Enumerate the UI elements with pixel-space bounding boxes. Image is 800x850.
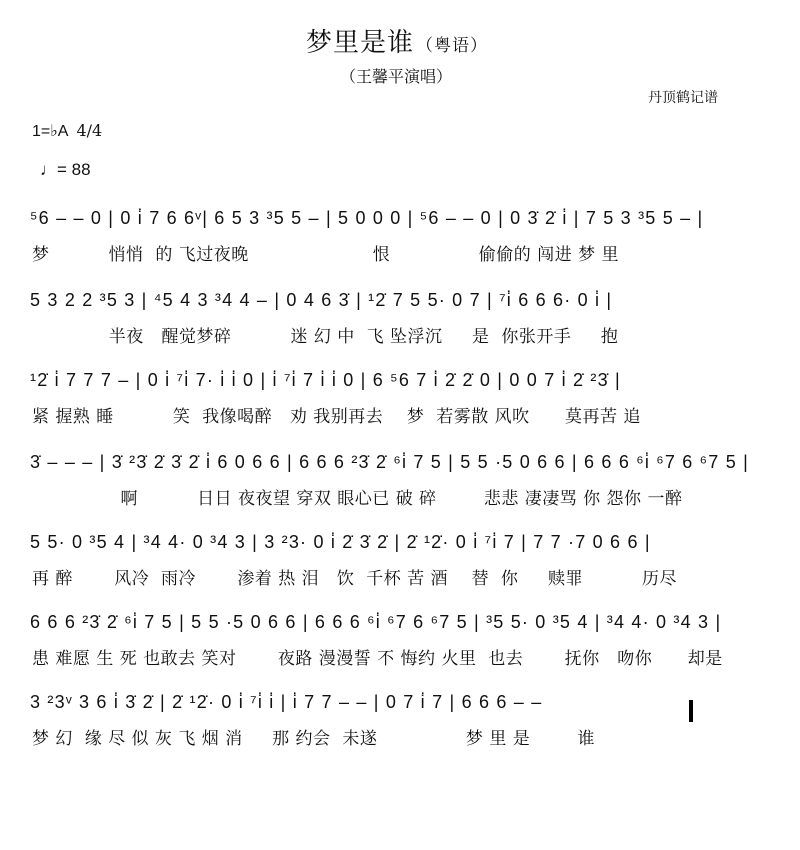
notation-line: ¹2̇ i̇ 7 7 7 – | 0 i̇ ⁷i̇ 7· i̇ i̇ 0 | i̇ ⁷i̇ 7 i̇ i̇ 0 | 6 ⁵6 7 i̇ 2̇ 2̇ 0 | 0 0 7 i̇ 2̇ ²3̇ | [30,370,621,390]
transcriber-credit: 丹顶鹤记谱 [648,90,718,106]
score-row-5 [30,532,730,602]
final-double-barline [689,700,693,722]
title-text: 梦里是谁 [306,28,415,58]
score-row-2 [30,290,730,360]
lyrics-line: 紧 握熟 睡 笑 我像喝醉 劝 我别再去 梦 若雾散 风吹 莫再苦 追 [32,407,641,427]
time-signature: 4/4 [76,121,103,140]
lyrics-line: 梦 幻 缘 尽 似 灰 飞 烟 消 那 约会 未遂 梦 里 是 谁 [32,729,595,749]
score-row-1 [30,208,730,278]
title-dialect: （粤语） [416,36,489,56]
notation-line: ⁵6 – – 0 | 0 i̇ 7 6 6ᵛ| 6 5 3 ³5 5 – | 5 0 0 0 | ⁵6 – – 0 | 0 3̇ 2̇ i̇ | 7 5 3 ³5 5 – | [30,208,704,228]
notation-line: 6 6 6 ²3̇ 2̇ ⁶i̇ 7 5 | 5 5 ·5 0 6 6 | 6 6 6 ⁶i̇ ⁶7 6 ⁶7 5 | ³5 5· 0 ³5 4 | ³4 4· 0 ³4 3 | [30,612,722,632]
key-value: 1=♭A [32,123,69,140]
tempo-marking: ♩= 88 [40,160,91,179]
notation-line: 5 3 2 2 ³5 3 | ⁴5 4 3 ³4 4 – | 0 4 6 3̇ | ¹2̇ 7 5 5· 0 7 | ⁷i̇ 6 6 6· 0 i̇ | [30,290,613,310]
lyrics-line: 患 难愿 生 死 也敢去 笑对 夜路 漫漫誓 不 悔约 火里 也去 抚你 吻你 却是 [32,649,723,669]
notation-line: 3̇ – – – | 3̇ ²3̇ 2̇ 3̇ 2̇ i̇ 6 0 6 6 | 6 6 6 ²3̇ 2̇ ⁶i̇ 7 5 | 5 5 ·5 0 6 6 | 6 6 6 ⁶i̇ ⁶7 6 ⁶7 5 | [30,452,749,472]
singer-credit: （王馨平演唱） [340,67,453,86]
lyrics-line: 啊 日日 夜夜望 穿双 眼心已 破 碎 悲悲 凄凄骂 你 怨你 一醉 [32,489,683,509]
key-signature [32,121,102,141]
song-title [306,22,488,59]
score-row-3 [30,370,730,440]
score-row-4 [30,452,749,522]
lyrics-line: 半夜 醒觉梦碎 迷 幻 中 飞 坠浮沉 是 你张开手 抱 [32,327,619,347]
notation-line: 3 ²3ᵛ 3 6 i̇ 3̇ 2̇ | 2̇ ¹2̇· 0 i̇ ⁷i̇ i̇ | i̇ 7 7 – – | 0 7 i̇ 7 | 6 6 6 – – [30,692,543,712]
score-row-7 [30,692,730,762]
lyrics-line: 再 醉 风冷 雨冷 渗着 热 泪 饮 千杯 苦 酒 替 你 赎罪 历尽 [32,569,677,589]
notation-line: 5 5· 0 ³5 4 | ³4 4· 0 ³4 3 | 3 ²3· 0 i̇ 2̇ 3̇ 2̇ | 2̇ ¹2̇· 0 i̇ ⁷i̇ 7 | 7 7 ·7 0 6 6 | [30,532,651,552]
score-row-6 [30,612,730,682]
lyrics-line: 梦 悄悄 的 飞过夜晚 恨 偷偷的 闯进 梦 里 [32,245,619,265]
